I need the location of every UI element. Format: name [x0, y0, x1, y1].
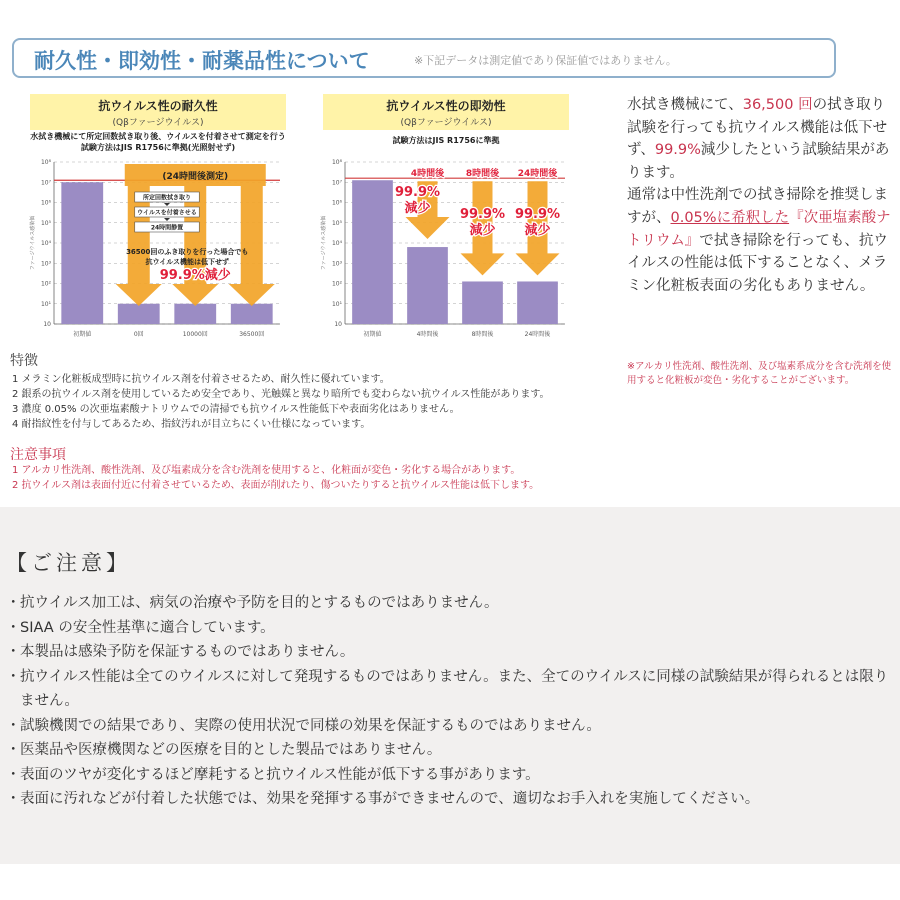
x-tick-label: 初期値 — [363, 331, 382, 338]
cautions-list — [12, 463, 539, 493]
y-axis-label: ファージウイルス感染価 — [30, 215, 36, 271]
side-text-part: 水拭き機械にて、 — [627, 97, 743, 113]
y-tick-label: 10¹ — [331, 300, 342, 308]
step-label: 所定回数拭き取り — [142, 194, 192, 202]
notice-item-text: 抗ウイルス加工は、病気の治療や予防を目的とするものではありません。 — [20, 595, 499, 611]
notice-item-text: SIAA の安全性基準に適合しています。 — [20, 619, 275, 636]
side-warning-note: ※アルカリ性洗剤、酸性洗剤、及び塩素系成分を含む洗剤を使用すると化粧板が変色・劣化することがございます。 — [627, 361, 892, 386]
immediacy-chart-plot — [323, 156, 569, 346]
y-tick-label: 10 — [334, 321, 342, 328]
bar — [61, 182, 103, 324]
chart-description — [323, 136, 569, 147]
side-text-highlight: 『次亜塩素酸ナトリウム』 — [627, 210, 891, 249]
reduction-label: 99.9%減少 — [159, 268, 231, 283]
reduction-label: 99.9% — [394, 185, 441, 200]
chart-title-box — [30, 94, 286, 130]
bar — [462, 281, 503, 324]
chart-title: 抗ウイルス性の耐久性 — [98, 99, 218, 113]
bullet-mark: ・ — [6, 668, 21, 685]
side-text-underline: 0.05%に希釈した — [670, 210, 790, 227]
side-text-part: の拭き取り試験を行っても抗ウイルス機能は低下せず、 — [627, 97, 888, 159]
y-tick-label: 10³ — [40, 260, 51, 268]
bullet-mark: ・ — [6, 595, 21, 611]
x-tick-label: 4時間後 — [416, 331, 439, 338]
y-tick-label: 10¹ — [40, 300, 51, 308]
feature-item: 4 耐指紋性を付与してあるため、指紋汚れが目立ちにくい仕様になっています。 — [12, 419, 371, 430]
notice-section — [0, 507, 900, 864]
section-header — [12, 38, 836, 78]
bullet-mark: ・ — [6, 791, 21, 807]
bullet-mark: ・ — [6, 742, 21, 758]
notice-item — [6, 714, 896, 739]
y-tick-label: 10² — [331, 280, 342, 288]
bar — [407, 247, 448, 324]
step-arrow-icon — [164, 218, 170, 221]
chart-title-box — [323, 94, 569, 130]
bullet-mark: ・ — [6, 644, 21, 660]
x-tick-label: 0回 — [133, 331, 144, 338]
time-label: 24時間後 — [517, 169, 558, 180]
side-text-highlight: 36,500 回 — [742, 97, 813, 113]
x-tick-label: 初期値 — [73, 331, 92, 338]
chart-description — [30, 132, 286, 154]
notice-item-text: 表面のツヤが変化するほど摩耗すると抗ウイルス性能が低下する事があります。 — [20, 766, 540, 783]
notice-item-text: 試験機関での結果であり、実際の使用状況で同様の効果を保証するものではありません。 — [20, 717, 601, 734]
durability-chart-plot — [30, 156, 286, 346]
bar — [174, 304, 216, 324]
y-tick-label: 10⁶ — [40, 199, 51, 207]
notice-item-text: 医薬品や医療機関などの医療を目的とした製品ではありません。 — [20, 742, 442, 758]
side-text-part: で拭き掃除を行っても、抗ウイルスの性能は低下することなく、メラミン化粧板表面の劣化もありません。 — [627, 232, 888, 294]
side-text-part: 減少したという試験結果があります。 — [627, 142, 890, 181]
x-tick-label: 36500回 — [239, 331, 265, 338]
reduction-arrow — [172, 186, 218, 306]
reduction-label: 99.9% — [514, 207, 561, 222]
notice-item-text: 抗ウイルス性能は全てのウイルスに対して発現するものではありません。また、全てのウイルスに同様の試験結果が得られるとは限りません。 — [20, 668, 889, 709]
bullet-mark: ・ — [6, 766, 21, 783]
immediacy-chart — [323, 94, 569, 349]
reduction-label: 99.9% — [459, 207, 506, 222]
bullet-mark: ・ — [6, 717, 21, 734]
y-tick-label: 10⁸ — [40, 159, 51, 166]
y-tick-label: 10⁴ — [40, 240, 51, 247]
y-tick-label: 10⁷ — [40, 179, 51, 187]
notice-item-text: 本製品は感染予防を保証するものではありません。 — [20, 644, 355, 660]
y-tick-label: 10⁵ — [40, 219, 51, 227]
result-text: 抗ウイルス機能は低下せず — [145, 258, 230, 266]
x-tick-label: 8時間後 — [471, 331, 494, 338]
notice-item — [6, 616, 896, 641]
feature-item: 1 メラミン化粧板成型時に抗ウイルス剤を付着させるため、耐久性に優れています。 — [12, 374, 390, 385]
feature-item: 3 濃度 0.05% の次亜塩素酸ナトリウムでの清掃でも抗ウイルス性能低下や表面劣化はありません。 — [12, 404, 460, 415]
chart-description-line: 試験方法はJIS R1756に準拠 — [392, 136, 500, 145]
notice-item — [6, 640, 896, 665]
notice-item-text: 表面に汚れなどが付着した状態では、効果を発揮する事ができませんので、適切なお手入れを実施してください。 — [20, 791, 760, 807]
time-label: 4時間後 — [410, 169, 445, 180]
notice-item — [6, 591, 896, 616]
side-text-part: 通常は中性洗剤での拭き掃除を推奨しますが、 — [627, 187, 888, 227]
result-text: 36500回のふき取りを行った場合でも — [126, 248, 249, 256]
chart-description-line: 試験方法はJIS R1756に準拠(光照射せず) — [80, 142, 236, 152]
notice-item — [6, 787, 896, 812]
caution-item: 2 抗ウイルス剤は表面付近に付着させているため、表面が削れたり、傷ついたりすると抗ウイルス性能は低下します。 — [12, 480, 540, 491]
y-tick-label: 10⁷ — [331, 179, 342, 187]
measure-label: (24時間後測定) — [162, 172, 229, 182]
time-label: 8時間後 — [465, 169, 500, 180]
cautions-heading: 注意事項 — [10, 447, 66, 463]
notice-item — [6, 763, 896, 788]
notice-item — [6, 665, 896, 714]
y-tick-label: 10 — [43, 321, 51, 328]
features-list — [12, 372, 550, 432]
caution-item: 1 アルカリ性洗剤、酸性洗剤、及び塩素成分を含む洗剤を使用すると、化粧面が変色・劣化する場合があります。 — [12, 465, 521, 476]
y-tick-label: 10³ — [331, 260, 342, 268]
bar — [118, 304, 160, 324]
chart-title: 抗ウイルス性の即効性 — [386, 99, 506, 113]
step-label: 24時間静置 — [150, 224, 184, 232]
x-tick-label: 10000回 — [182, 331, 208, 338]
side-text-highlight: 99.9% — [654, 142, 701, 159]
y-tick-label: 10⁸ — [331, 159, 342, 166]
y-axis-label: ファージウイルス感染価 — [321, 215, 327, 271]
reduction-arrow — [229, 186, 275, 306]
x-tick-label: 24時間後 — [524, 331, 551, 338]
reduction-label: 減少 — [404, 201, 431, 216]
features-heading: 特徴 — [10, 353, 38, 369]
reduction-arrow — [116, 186, 162, 306]
side-description — [627, 94, 897, 297]
step-label: ウイルスを付着させる — [137, 209, 197, 217]
chart-subtitle: (Qβファージウイルス) — [112, 118, 204, 128]
y-tick-label: 10⁶ — [331, 199, 342, 207]
chart-description-line: 水拭き機械にて所定回数拭き取り後、ウイルスを付着させて測定を行う — [30, 132, 286, 141]
step-arrow-icon — [164, 203, 170, 206]
section-note: ※下記データは測定値であり保証値ではありません。 — [414, 54, 677, 67]
bar — [517, 281, 558, 324]
bar — [352, 180, 393, 324]
section-title: 耐久性・即効性・耐薬品性について — [34, 49, 370, 73]
notice-item — [6, 738, 896, 763]
y-tick-label: 10⁴ — [331, 240, 342, 247]
feature-item: 2 銀系の抗ウイルス剤を使用しているため安全であり、光触媒と異なり暗所でも変わらない抗ウイルス性能があります。 — [12, 389, 550, 400]
bar — [231, 304, 273, 324]
durability-chart — [30, 94, 286, 349]
reduction-label: 減少 — [469, 223, 496, 238]
bullet-mark: ・ — [6, 619, 21, 636]
y-tick-label: 10² — [40, 280, 51, 288]
y-tick-label: 10⁵ — [331, 219, 342, 227]
notice-heading: 【ご注意】 — [6, 551, 131, 575]
notice-list — [6, 591, 896, 812]
reduction-label: 減少 — [524, 223, 551, 238]
chart-subtitle: (Qβファージウイルス) — [400, 118, 492, 128]
